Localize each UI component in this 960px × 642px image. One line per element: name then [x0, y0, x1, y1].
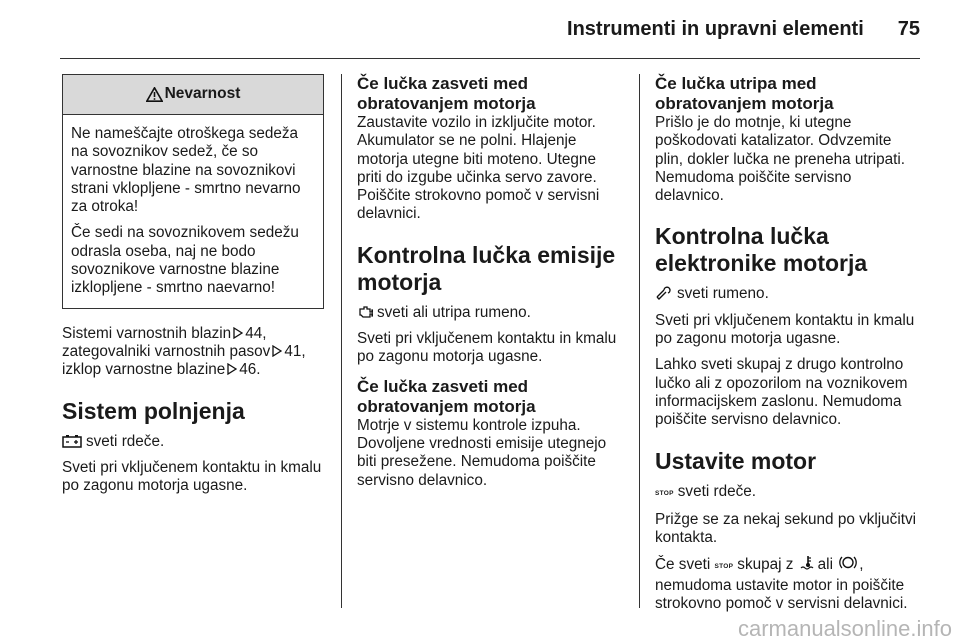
- column-divider: [341, 74, 342, 608]
- warning-title: Nevarnost: [164, 85, 241, 103]
- stop-icon: STOP: [655, 489, 674, 497]
- subheading: Če lučka zasveti med obratovanjem motorja: [357, 74, 536, 113]
- header-title: Instrumenti in upravni elementi: [567, 18, 864, 40]
- paragraph: Če sveti STOP skupaj z ali , nemudoma ustavite motor in poiščite strokovno pomoč v servisni delavnici.: [655, 556, 908, 613]
- paragraph: Lahko sveti skupaj z drugo kontrolno lučko ali z opozorilom na voznikovem informacijskem zaslonu. Nemudoma poiščite servisno delavnico.: [655, 356, 908, 429]
- paragraph: Prižge se za nekaj sekund po vključitvi kontakta.: [655, 510, 917, 547]
- indicator-line: STOP sveti rdeče.: [655, 482, 756, 500]
- wrench-icon: [655, 286, 673, 300]
- paragraph: Sveti pri vključenem kontaktu in kmalu po zagonu motorja ugasne.: [62, 458, 322, 495]
- battery-icon: [62, 434, 82, 448]
- warning-paragraph: Ne nameščajte otroškega sedeža na sovoznikov sedež, če so varnostne blazine na sovoznikovi strani vklopljene - smrtno nevarno za otroka!: [71, 125, 301, 216]
- column-3: [655, 74, 917, 621]
- subheading: Če lučka utripa med obratovanjem motorja: [655, 74, 834, 113]
- brake-warning-icon: [839, 555, 857, 570]
- page-ref-icon: [272, 345, 282, 357]
- column-1: [62, 74, 324, 503]
- subheading: Če lučka zasveti med obratovanjem motorja: [357, 376, 536, 416]
- paragraph: Prišlo je do motnje, ki utegne poškodovati katalizator. Odvzemite plin, dokler lučka ne preneha utripati. Nemudoma poiščite servisno delavnico.: [655, 114, 906, 205]
- indicator-line: sveti rumeno.: [655, 285, 917, 303]
- paragraph: Sveti pri vključenem kontaktu in kmalu po zagonu motorja ugasne.: [357, 330, 617, 366]
- indicator-line: sveti rdeče.: [62, 433, 324, 451]
- section-heading: Kontrolna lučka elektronike motorja: [655, 223, 868, 277]
- section-heading: Kontrolna lučka emisije motorja: [357, 241, 616, 295]
- section-heading: Ustavite motor: [655, 447, 817, 474]
- paragraph: Zaustavite vozilo in izključite motor. Akumulator se ne polni. Hlajenje motorja utegne biti moteno. Utegne priti do izgube učinka servo zavore. Poiščite strokovno pomoč v servisni delavnici.: [357, 114, 600, 223]
- warning-body: [63, 115, 323, 308]
- cross-references: Sistemi varnostnih blazin 44, zategovalniki varnostnih pasov 41, izklop varnostne blazine 46.: [62, 324, 306, 379]
- page-ref-icon: [227, 363, 237, 375]
- engine-emission-icon: [357, 305, 373, 319]
- warning-box: [62, 74, 324, 309]
- column-divider: [639, 74, 640, 608]
- page-number: 75: [897, 18, 920, 40]
- warning-triangle-icon: [146, 87, 163, 102]
- section-heading: Sistem polnjenja: [62, 397, 245, 424]
- coolant-temperature-icon: [800, 555, 816, 570]
- paragraph: Sveti pri vključenem kontaktu in kmalu po zagonu motorja ugasne.: [655, 311, 915, 348]
- header-rule: [60, 58, 920, 59]
- page-ref-icon: [233, 327, 243, 339]
- page-header: [567, 18, 920, 41]
- warning-header: [63, 75, 323, 115]
- warning-paragraph: Če sedi na sovoznikovem sedežu odrasla oseba, naj ne bodo sovoznikove varnostne blazine izklopljene - smrtno naevarno!: [71, 224, 299, 297]
- paragraph: Motrje v sistemu kontrole izpuha. Dovoljene vrednosti emisije utegnejo biti presežene. Nemudoma poiščite servisno delavnico.: [357, 416, 607, 489]
- column-2: [357, 74, 619, 498]
- indicator-line: sveti ali utripa rumeno.: [357, 304, 619, 322]
- stop-icon: STOP: [714, 563, 734, 571]
- watermark: carmanualsonline.info: [737, 616, 952, 641]
